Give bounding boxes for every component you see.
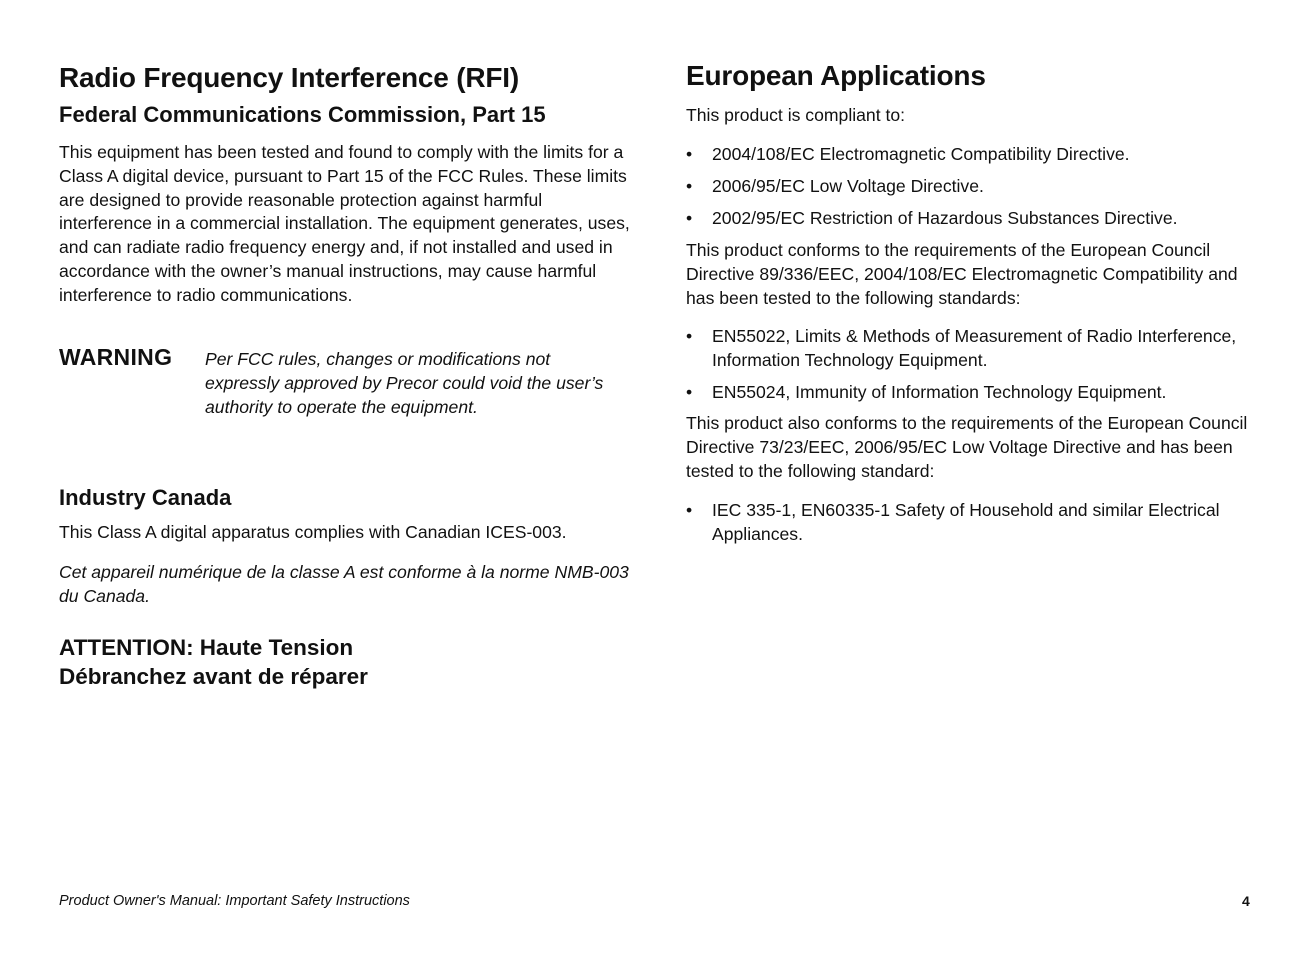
- bullet-icon: •: [686, 500, 693, 520]
- industry-canada-french-paragraph: Cet appareil numérique de la classe A est conforme à la norme NMB-003 du Canada.: [59, 562, 629, 606]
- warning-text: Per FCC rules, changes or modifications not expressly approved by Precor could void the user’s authority to operate the equipment.: [205, 349, 604, 417]
- industry-canada-heading: Industry Canada: [59, 485, 232, 510]
- list-item-text: IEC 335-1, EN60335-1 Safety of Household and similar Electrical Appliances.: [712, 500, 1220, 544]
- fcc-subheading: Federal Communications Commission, Part 15: [59, 102, 546, 127]
- list-item: [686, 325, 1261, 372]
- list-item-text: 2002/95/EC Restriction of Hazardous Substances Directive.: [712, 208, 1178, 228]
- bullet-icon: •: [686, 208, 693, 228]
- bullet-icon: •: [686, 326, 693, 346]
- attention-heading-line1: ATTENTION: Haute Tension: [59, 635, 354, 660]
- list-item-text: EN55022, Limits & Methods of Measurement of Radio Interference, Information Technology Equipment.: [712, 326, 1237, 370]
- compliant-intro: This product is compliant to:: [686, 105, 906, 125]
- european-heading: European Applications: [686, 60, 986, 91]
- rfi-heading: Radio Frequency Interference (RFI): [59, 62, 519, 93]
- list-item: [686, 175, 1261, 199]
- page-number: 4: [1242, 893, 1250, 909]
- list-item: [686, 499, 1261, 546]
- bullet-icon: •: [686, 176, 693, 196]
- bullet-icon: •: [686, 144, 693, 164]
- emc-conformance-paragraph: This product conforms to the requirements of the European Council Directive 89/336/EEC, 2004/108/EC Electromagnetic Compatibility and has been tested to the following standards:: [686, 240, 1238, 308]
- warning-label: WARNING: [59, 344, 173, 370]
- standards-list: [686, 325, 1261, 413]
- list-item: [686, 381, 1261, 405]
- list-item-text: EN55024, Immunity of Information Technology Equipment.: [712, 381, 1167, 402]
- list-item-text: 2006/95/EC Low Voltage Directive.: [712, 176, 984, 196]
- fcc-paragraph: This equipment has been tested and found to comply with the limits for a Class A digital device, pursuant to Part 15 of the FCC Rules. These limits are designed to provide reasonable protection against harmful interference in a commercial installation. The equipment generates, uses, and can radiate radio frequency energy and, if not installed and used in accordance with the owner’s manual instructions, may cause harmful interference to radio communications.: [59, 142, 630, 305]
- directive-list: [686, 143, 1261, 239]
- footer-manual-title: Product Owner's Manual: Important Safety Instructions: [59, 893, 410, 909]
- list-item: [686, 143, 1261, 167]
- industry-canada-paragraph: This Class A digital apparatus complies with Canadian ICES-003.: [59, 522, 567, 542]
- safety-standards-list: [686, 499, 1261, 555]
- attention-heading-line2: Débranchez avant de réparer: [59, 664, 368, 689]
- list-item-text: 2004/108/EC Electromagnetic Compatibility Directive.: [712, 144, 1130, 164]
- bullet-icon: •: [686, 381, 693, 402]
- list-item: [686, 207, 1261, 231]
- lvd-conformance-paragraph: This product also conforms to the requirements of the European Council Directive 73/23/EEC, 2006/95/EC Low Voltage Directive and has been tested to the following standard:: [686, 413, 1248, 481]
